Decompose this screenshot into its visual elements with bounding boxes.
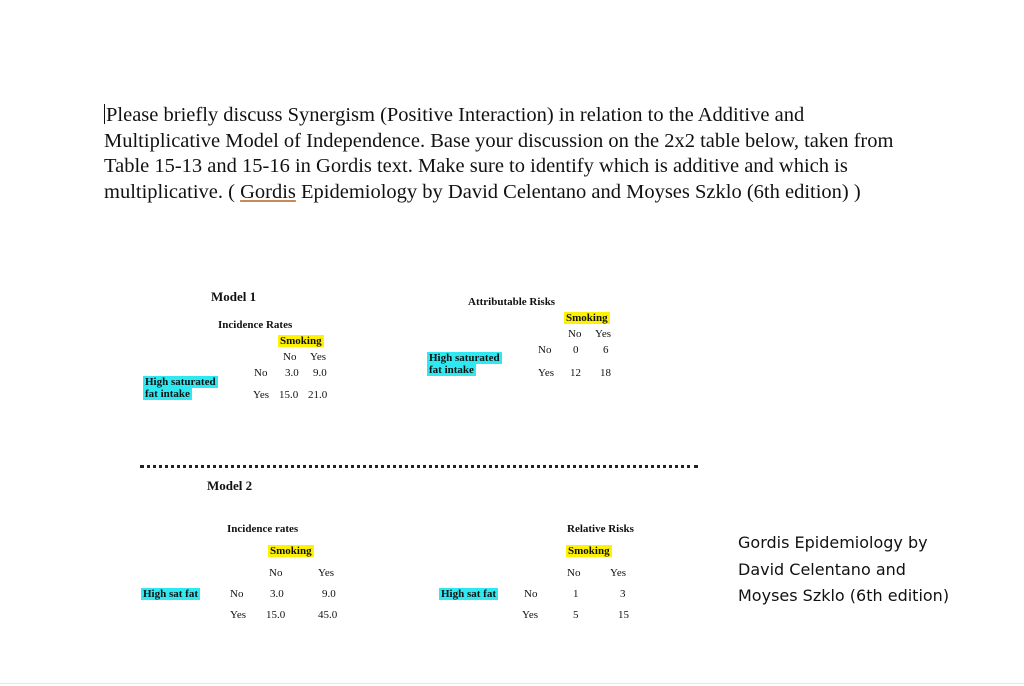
text-cursor bbox=[104, 104, 105, 124]
model-2-relative-row-no-label: No bbox=[524, 588, 538, 600]
model-1-incidence-yes-no: 15.0 bbox=[279, 389, 299, 401]
model-2-relative-smoking-label: Smoking bbox=[568, 545, 610, 557]
question-prompt bbox=[104, 103, 984, 205]
model-2-relative-no-no: 1 bbox=[573, 588, 579, 600]
model-1-incidence-col-no: No bbox=[283, 351, 297, 363]
model-1-incidence-heading: Incidence Rates bbox=[218, 319, 293, 331]
model-1-incidence-row-no-label: No bbox=[254, 367, 268, 379]
model-2-incidence-col-no: No bbox=[269, 567, 283, 579]
model-1-attributable-yes-no: 12 bbox=[570, 367, 581, 379]
prompt-line-1-text: Please briefly discuss Synergism (Positive Interaction) in relation to the Additive and bbox=[106, 104, 805, 126]
model-1-attributable-heading: Attributable Risks bbox=[468, 296, 556, 308]
model-1-attributable-row-label bbox=[427, 352, 502, 376]
model-1-attributable-row-label-2: fat intake bbox=[429, 364, 474, 376]
model-2-incidence-row-yes-label: Yes bbox=[230, 609, 247, 621]
prompt-line-4-post: Epidemiology by David Celentano and Moyses Szklo (6th edition) ) bbox=[295, 180, 861, 203]
model-1-incidence-row-yes-label: Yes bbox=[253, 389, 270, 401]
model-2-incidence-yes-yes: 45.0 bbox=[318, 609, 338, 621]
model-2-incidence-no-yes: 9.0 bbox=[322, 588, 336, 600]
model-2-relative-yes-yes: 15 bbox=[618, 609, 629, 621]
model-2-incidence-yes-no: 15.0 bbox=[266, 609, 286, 621]
model-2-relative-row-yes-label: Yes bbox=[522, 609, 539, 621]
model-1-attributable-yes-yes: 18 bbox=[600, 367, 611, 379]
model-1-attributable-row-label-1: High saturated bbox=[429, 352, 500, 364]
model-1-incidence-no-yes: 9.0 bbox=[313, 367, 327, 379]
model-1-incidence-row-label bbox=[143, 376, 218, 400]
prompt-line-4-pre: multiplicative. ( bbox=[104, 180, 241, 203]
model-2-relative-col-yes: Yes bbox=[610, 567, 627, 579]
model-1-incidence-row-label-1: High saturated bbox=[145, 376, 216, 388]
source-sidenote bbox=[738, 530, 949, 610]
model-1-attributable-row-yes-label: Yes bbox=[538, 367, 555, 379]
model-2-incidence-col-yes: Yes bbox=[318, 567, 335, 579]
model-1-title: Model 1 bbox=[211, 289, 257, 304]
prompt-line-3: Table 15-13 and 15-16 in Gordis text. Make sure to identify which is additive and which is bbox=[104, 155, 848, 177]
model-1-attributable-col-no: No bbox=[568, 328, 582, 340]
model-1-incidence-yes-yes: 21.0 bbox=[308, 389, 328, 401]
page-bottom-edge bbox=[0, 683, 1024, 684]
model-2-title: Model 2 bbox=[207, 478, 253, 493]
model-1-incidence-row-label-2: fat intake bbox=[145, 388, 190, 400]
model-1-incidence-smoking-label: Smoking bbox=[280, 335, 322, 347]
model-2-relative-row-label: High sat fat bbox=[441, 588, 496, 600]
model-2-relative-heading: Relative Risks bbox=[567, 523, 634, 535]
model-2-relative-yes-no: 5 bbox=[573, 609, 579, 621]
model-1-incidence-no-no: 3.0 bbox=[285, 367, 299, 379]
prompt-line-2: Multiplicative Model of Independence. Base your discussion on the 2x2 table below, taken from bbox=[104, 129, 894, 152]
model-1-incidence-col-yes: Yes bbox=[310, 351, 327, 363]
model-1-attributable-smoking-label: Smoking bbox=[566, 312, 608, 324]
prompt-line-4 bbox=[104, 180, 984, 206]
prompt-line-1 bbox=[104, 103, 984, 129]
gordis-reference: Gordis bbox=[240, 180, 296, 203]
sidenote-line-1: Gordis Epidemiology by bbox=[738, 533, 928, 552]
model-2-relative-col-no: No bbox=[567, 567, 581, 579]
model-2-incidence-smoking-label: Smoking bbox=[270, 545, 312, 557]
model-1-attributable-row-no-label: No bbox=[538, 344, 552, 356]
model-divider bbox=[140, 465, 698, 468]
model-2-relative-no-yes: 3 bbox=[620, 588, 626, 600]
model-1-attributable-col-yes: Yes bbox=[595, 328, 612, 340]
sidenote-line-2: David Celentano and bbox=[738, 559, 906, 579]
model-2-incidence-heading: Incidence rates bbox=[227, 523, 299, 535]
model-2-incidence-row-label: High sat fat bbox=[143, 588, 198, 600]
model-2-incidence-no-no: 3.0 bbox=[270, 588, 284, 600]
sidenote-line-3: Moyses Szklo (6th edition) bbox=[738, 586, 950, 605]
model-1-attributable-no-yes: 6 bbox=[603, 344, 609, 356]
model-1-attributable-no-no: 0 bbox=[573, 344, 579, 356]
model-2-incidence-row-no-label: No bbox=[230, 588, 244, 600]
